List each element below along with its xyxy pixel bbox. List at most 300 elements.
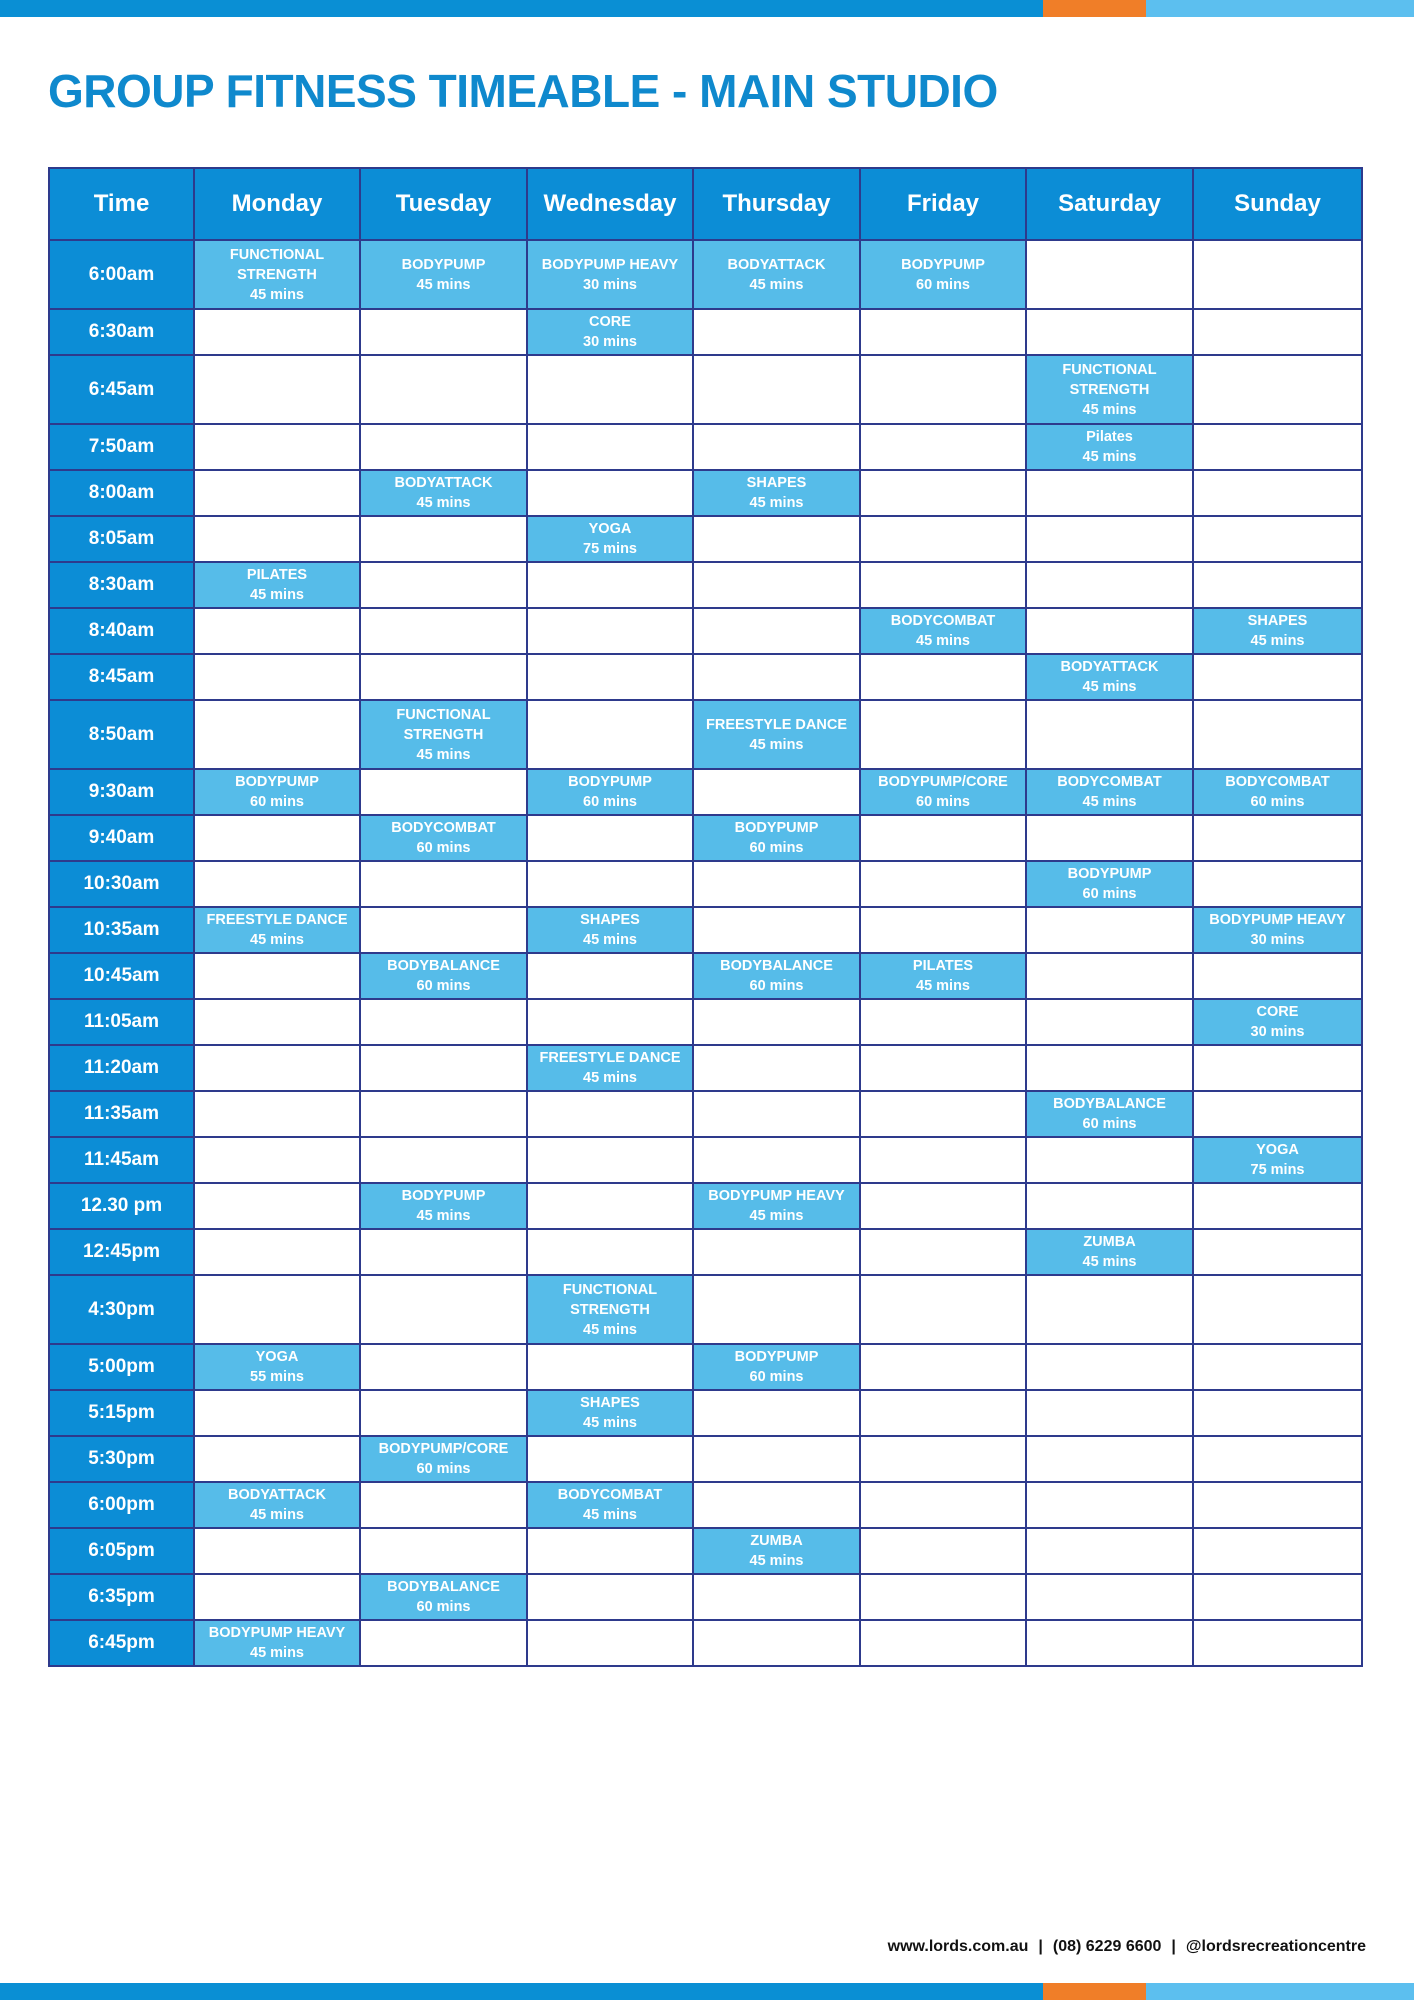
class-name: SHAPES <box>580 912 640 928</box>
class-duration: 45 mins <box>1250 633 1305 649</box>
time-slot-label: 8:00am <box>49 470 194 516</box>
class-cell-tuesday[interactable] <box>360 1574 527 1620</box>
class-cell-tuesday[interactable] <box>360 1183 527 1229</box>
class-name: BODYPUMP HEAVY <box>1209 912 1346 928</box>
class-name: CORE <box>1256 1004 1299 1020</box>
class-cell-saturday[interactable] <box>1026 1091 1193 1137</box>
empty-slot <box>360 1137 527 1183</box>
class-cell-tuesday[interactable] <box>360 815 527 861</box>
class-cell-monday[interactable] <box>194 1482 360 1528</box>
table-row <box>49 424 1362 470</box>
empty-slot <box>860 700 1026 769</box>
empty-slot <box>860 516 1026 562</box>
class-duration: 45 mins <box>250 587 304 603</box>
class-duration: 45 mins <box>416 1208 471 1224</box>
empty-slot <box>527 470 693 516</box>
day-header-friday: Friday <box>860 168 1026 240</box>
day-header-saturday: Saturday <box>1026 168 1193 240</box>
class-name: FREESTYLE DANCE <box>206 912 348 928</box>
empty-slot <box>860 1574 1026 1620</box>
empty-slot <box>194 953 360 999</box>
class-name: BODYBALANCE <box>387 1579 500 1595</box>
empty-slot <box>1026 470 1193 516</box>
empty-slot <box>194 700 360 769</box>
class-cell-tuesday[interactable] <box>360 240 527 309</box>
class-duration: 45 mins <box>749 495 804 511</box>
empty-slot <box>1193 700 1362 769</box>
class-cell-wednesday[interactable] <box>527 907 693 953</box>
class-name: BODYCOMBAT <box>391 820 496 836</box>
empty-slot <box>360 861 527 907</box>
class-duration: 75 mins <box>583 541 637 557</box>
empty-slot <box>1193 1344 1362 1390</box>
empty-slot <box>860 1620 1026 1666</box>
empty-slot <box>860 861 1026 907</box>
empty-slot <box>860 1436 1026 1482</box>
empty-slot <box>194 999 360 1045</box>
empty-slot <box>693 654 860 700</box>
empty-slot <box>1193 654 1362 700</box>
class-duration: 60 mins <box>583 794 637 810</box>
day-header-tuesday: Tuesday <box>360 168 527 240</box>
class-name: BODYPUMP HEAVY <box>708 1188 845 1204</box>
class-cell-wednesday[interactable] <box>527 1482 693 1528</box>
class-cell-saturday[interactable] <box>1026 355 1193 424</box>
class-cell-saturday[interactable] <box>1026 654 1193 700</box>
class-name: YOGA <box>588 521 632 537</box>
class-name: FREESTYLE DANCE <box>706 716 847 733</box>
class-duration: 60 mins <box>250 794 304 810</box>
empty-slot <box>860 309 1026 355</box>
empty-slot <box>693 1275 860 1344</box>
empty-slot <box>194 309 360 355</box>
class-duration: 45 mins <box>749 276 804 293</box>
empty-slot <box>1026 700 1193 769</box>
empty-slot <box>860 815 1026 861</box>
class-cell-tuesday[interactable] <box>360 470 527 516</box>
class-duration: 60 mins <box>916 276 970 293</box>
empty-slot <box>860 1045 1026 1091</box>
class-name: YOGA <box>1256 1142 1299 1158</box>
class-duration: 45 mins <box>1082 401 1137 418</box>
empty-slot <box>1026 1574 1193 1620</box>
empty-slot <box>360 1620 527 1666</box>
empty-slot <box>1193 1482 1362 1528</box>
class-cell-friday[interactable] <box>860 240 1026 309</box>
class-cell-wednesday[interactable] <box>527 516 693 562</box>
class-cell-monday[interactable] <box>194 1620 360 1666</box>
empty-slot <box>1026 309 1193 355</box>
empty-slot <box>693 1091 860 1137</box>
class-duration: 45 mins <box>1082 449 1137 465</box>
time-slot-label: 9:40am <box>49 815 194 861</box>
class-cell-thursday[interactable] <box>693 815 860 861</box>
empty-slot <box>1193 424 1362 470</box>
time-slot-label: 6:00am <box>49 240 194 309</box>
empty-slot <box>1026 1390 1193 1436</box>
time-slot-label: 10:45am <box>49 953 194 999</box>
empty-slot <box>527 815 693 861</box>
class-name: BODYPUMP/CORE <box>378 1441 509 1457</box>
time-slot-label: 7:50am <box>49 424 194 470</box>
empty-slot <box>360 1275 527 1344</box>
empty-slot <box>693 1390 860 1436</box>
empty-slot <box>1193 309 1362 355</box>
empty-slot <box>693 999 860 1045</box>
empty-slot <box>527 1137 693 1183</box>
class-cell-thursday[interactable] <box>693 1183 860 1229</box>
class-duration: 60 mins <box>749 840 804 856</box>
class-cell-monday[interactable] <box>194 1344 360 1390</box>
class-name: BODYPUMP <box>401 1188 486 1204</box>
empty-slot <box>1193 470 1362 516</box>
empty-slot <box>1193 355 1362 424</box>
class-name: BODYPUMP <box>734 820 819 836</box>
empty-slot <box>1026 1275 1193 1344</box>
table-row <box>49 654 1362 700</box>
class-duration: 45 mins <box>250 1507 304 1523</box>
class-name: BODYATTACK <box>227 1487 326 1503</box>
empty-slot <box>693 608 860 654</box>
empty-slot <box>194 815 360 861</box>
time-slot-label: 6:30am <box>49 309 194 355</box>
empty-slot <box>1193 1390 1362 1436</box>
empty-slot <box>527 700 693 769</box>
class-name: CORE <box>589 314 631 330</box>
class-cell-thursday[interactable] <box>693 240 860 309</box>
footer-separator: | <box>1038 1938 1043 1955</box>
table-row <box>49 907 1362 953</box>
class-cell-wednesday[interactable] <box>527 1390 693 1436</box>
class-cell-sunday[interactable] <box>1193 999 1362 1045</box>
empty-slot <box>527 999 693 1045</box>
footer-separator: | <box>1171 1938 1176 1955</box>
class-cell-wednesday[interactable] <box>527 1275 693 1344</box>
class-duration: 45 mins <box>416 495 471 511</box>
table-row <box>49 608 1362 654</box>
table-row <box>49 1344 1362 1390</box>
table-row <box>49 1045 1362 1091</box>
table-row <box>49 516 1362 562</box>
time-slot-label: 8:30am <box>49 562 194 608</box>
class-cell-monday[interactable] <box>194 562 360 608</box>
class-duration: 60 mins <box>416 840 471 856</box>
empty-slot <box>360 1482 527 1528</box>
time-slot-label: 5:00pm <box>49 1344 194 1390</box>
empty-slot <box>360 1229 527 1275</box>
class-name: BODYPUMP HEAVY <box>208 1625 346 1641</box>
empty-slot <box>360 1091 527 1137</box>
empty-slot <box>360 562 527 608</box>
empty-slot <box>360 309 527 355</box>
class-name: FUNCTIONAL STRENGTH <box>396 706 491 743</box>
empty-slot <box>360 355 527 424</box>
table-row <box>49 470 1362 516</box>
table-row <box>49 1436 1362 1482</box>
empty-slot <box>527 1229 693 1275</box>
time-slot-label: 11:05am <box>49 999 194 1045</box>
empty-slot <box>360 424 527 470</box>
class-cell-saturday[interactable] <box>1026 1229 1193 1275</box>
phone-number[interactable]: (08) 6229 6600 <box>1052 1938 1162 1955</box>
empty-slot <box>194 608 360 654</box>
empty-slot <box>860 1344 1026 1390</box>
class-name: BODYBALANCE <box>387 958 500 974</box>
timetable <box>48 167 1363 1667</box>
class-cell-sunday[interactable] <box>1193 769 1362 815</box>
class-name: BODYPUMP <box>734 1349 819 1365</box>
empty-slot <box>860 1482 1026 1528</box>
class-cell-thursday[interactable] <box>693 470 860 516</box>
empty-slot <box>527 608 693 654</box>
class-name: FUNCTIONAL STRENGTH <box>229 246 325 283</box>
class-cell-saturday[interactable] <box>1026 424 1193 470</box>
table-row <box>49 953 1362 999</box>
empty-slot <box>693 907 860 953</box>
empty-slot <box>360 1344 527 1390</box>
day-header-sunday: Sunday <box>1193 168 1362 240</box>
class-cell-saturday[interactable] <box>1026 861 1193 907</box>
class-cell-monday[interactable] <box>194 769 360 815</box>
class-cell-sunday[interactable] <box>1193 907 1362 953</box>
class-cell-thursday[interactable] <box>693 1528 860 1574</box>
time-slot-label: 8:40am <box>49 608 194 654</box>
time-slot-label: 8:05am <box>49 516 194 562</box>
table-row <box>49 1275 1362 1344</box>
empty-slot <box>360 999 527 1045</box>
class-duration: 45 mins <box>250 1645 304 1661</box>
class-name: PILATES <box>246 567 308 583</box>
class-cell-wednesday[interactable] <box>527 309 693 355</box>
empty-slot <box>1026 999 1193 1045</box>
table-row <box>49 1482 1362 1528</box>
table-row <box>49 240 1362 309</box>
website-link[interactable]: www.lords.com.au <box>887 1938 1029 1955</box>
empty-slot <box>693 1045 860 1091</box>
empty-slot <box>1026 1137 1193 1183</box>
table-row <box>49 355 1362 424</box>
empty-slot <box>194 516 360 562</box>
empty-slot <box>527 355 693 424</box>
empty-slot <box>693 1436 860 1482</box>
table-row <box>49 1229 1362 1275</box>
empty-slot <box>194 470 360 516</box>
empty-slot <box>360 608 527 654</box>
class-cell-friday[interactable] <box>860 608 1026 654</box>
class-name: BODYCOMBAT <box>557 1487 663 1503</box>
empty-slot <box>527 562 693 608</box>
empty-slot <box>194 1390 360 1436</box>
empty-slot <box>360 516 527 562</box>
class-cell-tuesday[interactable] <box>360 1436 527 1482</box>
empty-slot <box>194 1091 360 1137</box>
table-row <box>49 562 1362 608</box>
empty-slot <box>527 424 693 470</box>
class-cell-tuesday[interactable] <box>360 953 527 999</box>
class-duration: 45 mins <box>416 746 471 763</box>
class-duration: 60 mins <box>1082 1116 1137 1132</box>
stripe-light-blue-segment <box>1146 0 1414 17</box>
class-name: BODYPUMP <box>401 256 486 273</box>
class-duration: 45 mins <box>916 633 970 649</box>
empty-slot <box>360 1045 527 1091</box>
class-cell-tuesday[interactable] <box>360 700 527 769</box>
class-cell-monday[interactable] <box>194 907 360 953</box>
empty-slot <box>527 1183 693 1229</box>
stripe-orange-segment <box>1043 0 1146 17</box>
empty-slot <box>860 1229 1026 1275</box>
empty-slot <box>693 1482 860 1528</box>
social-handle[interactable]: @lordsrecreationcentre <box>1185 1938 1366 1955</box>
empty-slot <box>1026 1528 1193 1574</box>
empty-slot <box>860 654 1026 700</box>
class-duration: 45 mins <box>1082 794 1137 810</box>
class-cell-wednesday[interactable] <box>527 240 693 309</box>
class-name: SHAPES <box>746 475 807 491</box>
class-name: BODYCOMBAT <box>1225 774 1330 790</box>
empty-slot <box>527 1620 693 1666</box>
time-slot-label: 12.30 pm <box>49 1183 194 1229</box>
empty-slot <box>194 1183 360 1229</box>
empty-slot <box>860 1137 1026 1183</box>
empty-slot <box>1193 1183 1362 1229</box>
class-name: Pilates <box>1086 429 1133 445</box>
class-name: BODYPUMP <box>901 256 985 273</box>
empty-slot <box>194 1574 360 1620</box>
class-name: BODYATTACK <box>394 475 493 491</box>
empty-slot <box>693 1620 860 1666</box>
class-name: BODYATTACK <box>727 256 826 273</box>
empty-slot <box>1026 240 1193 309</box>
class-duration: 60 mins <box>1082 886 1137 902</box>
empty-slot <box>693 1229 860 1275</box>
table-row <box>49 1183 1362 1229</box>
class-duration: 45 mins <box>416 276 471 293</box>
top-color-stripe <box>0 0 1414 17</box>
empty-slot <box>860 999 1026 1045</box>
time-slot-label: 11:20am <box>49 1045 194 1091</box>
time-slot-label: 5:30pm <box>49 1436 194 1482</box>
day-header-wednesday: Wednesday <box>527 168 693 240</box>
class-duration: 45 mins <box>1082 1254 1137 1270</box>
contact-footer <box>888 1938 1366 1956</box>
class-name: BODYBALANCE <box>1053 1096 1166 1112</box>
empty-slot <box>1193 1574 1362 1620</box>
empty-slot <box>1193 1045 1362 1091</box>
empty-slot <box>1193 1620 1362 1666</box>
class-duration: 60 mins <box>1250 794 1305 810</box>
empty-slot <box>1193 1275 1362 1344</box>
time-slot-label: 6:35pm <box>49 1574 194 1620</box>
table-row <box>49 861 1362 907</box>
class-cell-thursday[interactable] <box>693 700 860 769</box>
table-row <box>49 1620 1362 1666</box>
time-slot-label: 6:45am <box>49 355 194 424</box>
empty-slot <box>360 907 527 953</box>
class-duration: 30 mins <box>583 334 637 350</box>
empty-slot <box>194 1229 360 1275</box>
time-slot-label: 10:30am <box>49 861 194 907</box>
class-duration: 30 mins <box>583 276 637 293</box>
empty-slot <box>194 1137 360 1183</box>
class-name: PILATES <box>912 958 974 974</box>
class-duration: 45 mins <box>583 932 637 948</box>
time-slot-label: 6:05pm <box>49 1528 194 1574</box>
empty-slot <box>860 1390 1026 1436</box>
class-cell-thursday[interactable] <box>693 953 860 999</box>
class-duration: 45 mins <box>250 286 304 303</box>
class-cell-wednesday[interactable] <box>527 1045 693 1091</box>
class-duration: 30 mins <box>1250 1024 1305 1040</box>
empty-slot <box>194 424 360 470</box>
empty-slot <box>693 861 860 907</box>
time-slot-label: 11:35am <box>49 1091 194 1137</box>
empty-slot <box>693 424 860 470</box>
empty-slot <box>1193 1436 1362 1482</box>
table-row <box>49 769 1362 815</box>
empty-slot <box>693 516 860 562</box>
empty-slot <box>1193 1528 1362 1574</box>
class-duration: 60 mins <box>916 794 970 810</box>
class-duration: 45 mins <box>749 1208 804 1224</box>
time-slot-label: 12:45pm <box>49 1229 194 1275</box>
stripe-blue-segment <box>0 1983 1043 2000</box>
class-duration: 45 mins <box>583 1070 637 1086</box>
class-name: FUNCTIONAL STRENGTH <box>562 1281 658 1318</box>
class-name: BODYPUMP <box>568 774 652 790</box>
bottom-color-stripe <box>0 1983 1414 2000</box>
empty-slot <box>1193 1091 1362 1137</box>
table-row <box>49 1137 1362 1183</box>
empty-slot <box>1026 953 1193 999</box>
class-cell-sunday[interactable] <box>1193 1137 1362 1183</box>
empty-slot <box>360 769 527 815</box>
empty-slot <box>693 1137 860 1183</box>
empty-slot <box>527 654 693 700</box>
time-slot-label: 4:30pm <box>49 1275 194 1344</box>
table-row <box>49 309 1362 355</box>
class-name: FUNCTIONAL STRENGTH <box>1062 361 1157 398</box>
time-slot-label: 11:45am <box>49 1137 194 1183</box>
class-name: BODYPUMP/CORE <box>878 774 1008 790</box>
empty-slot <box>194 1045 360 1091</box>
class-name: SHAPES <box>580 1395 640 1411</box>
class-duration: 45 mins <box>749 1553 804 1569</box>
empty-slot <box>1026 562 1193 608</box>
class-duration: 45 mins <box>583 1507 637 1523</box>
time-slot-label: 9:30am <box>49 769 194 815</box>
empty-slot <box>1193 861 1362 907</box>
class-cell-sunday[interactable] <box>1193 608 1362 654</box>
empty-slot <box>1026 516 1193 562</box>
empty-slot <box>1193 815 1362 861</box>
class-duration: 55 mins <box>250 1369 304 1385</box>
class-cell-friday[interactable] <box>860 953 1026 999</box>
header-row <box>49 168 1362 240</box>
class-cell-monday[interactable] <box>194 240 360 309</box>
class-duration: 60 mins <box>416 1461 471 1477</box>
empty-slot <box>693 562 860 608</box>
class-cell-friday[interactable] <box>860 769 1026 815</box>
class-duration: 60 mins <box>749 978 804 994</box>
empty-slot <box>860 1091 1026 1137</box>
class-cell-thursday[interactable] <box>693 1344 860 1390</box>
empty-slot <box>194 1275 360 1344</box>
class-cell-saturday[interactable] <box>1026 769 1193 815</box>
empty-slot <box>527 953 693 999</box>
empty-slot <box>527 1574 693 1620</box>
class-cell-wednesday[interactable] <box>527 769 693 815</box>
